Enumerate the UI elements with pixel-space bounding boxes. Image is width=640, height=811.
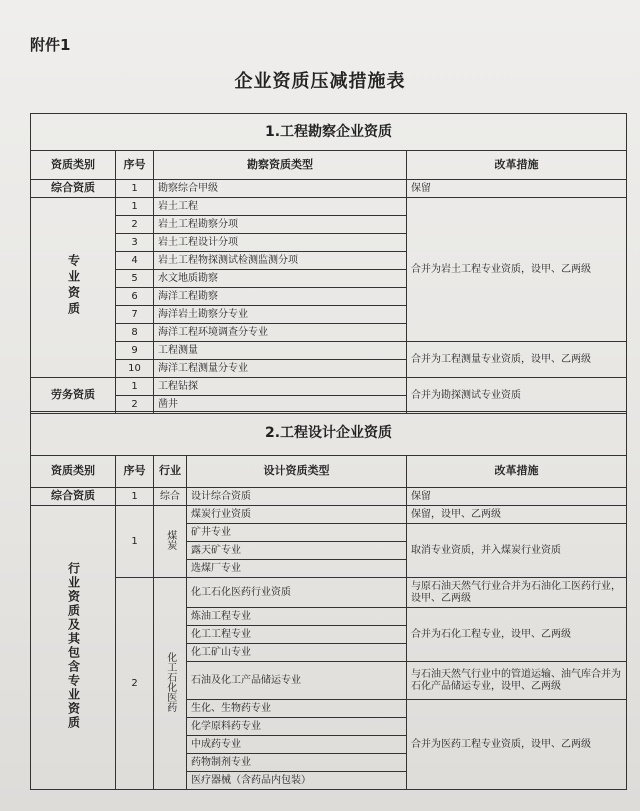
reform-coal-specialty: 取消专业资质，并入煤炭行业资质 [407,524,627,578]
row-no: 9 [116,342,154,360]
row-no: 2 [116,216,154,234]
row-type: 中成药专业 [187,736,407,754]
row-type: 海洋工程勘察 [154,288,407,306]
row-type: 岩土工程勘察分项 [154,216,407,234]
row-no: 1 [116,488,154,506]
row-type: 岩土工程物探测试检测监测分项 [154,252,407,270]
reform-chem-engineering: 合并为石化工程专业，设甲、乙两级 [407,608,627,662]
attachment-label: 附件1 [30,36,71,54]
row-type: 岩土工程设计分项 [154,234,407,252]
row-type: 化工工程专业 [187,626,407,644]
row-type: 石油及化工产品储运专业 [187,662,407,700]
row-type: 医疗器械（含药品内包装） [187,772,407,790]
row-type: 煤炭行业资质 [187,506,407,524]
row-type: 炼油工程专业 [187,608,407,626]
header-reform: 改革措施 [407,456,627,488]
header-type: 设计资质类型 [187,456,407,488]
row-type: 化工石化医药行业资质 [187,578,407,608]
reform-chem-storage: 与石油天然气行业中的管道运输、油气库合并为石化产品储运专业，设甲、乙两级 [407,662,627,700]
row-no: 10 [116,360,154,378]
row-no: 8 [116,324,154,342]
row-type: 海洋工程环境调查分专业 [154,324,407,342]
category-comprehensive: 综合资质 [31,488,116,506]
industry-coal-label: 煤炭 [164,529,176,550]
row-no: 4 [116,252,154,270]
row-type: 露天矿专业 [187,542,407,560]
row-type: 矿井专业 [187,524,407,542]
category-labor: 劳务资质 [31,378,116,414]
row-type: 工程测量 [154,342,407,360]
row-type: 岩土工程 [154,198,407,216]
row-no: 3 [116,234,154,252]
header-no: 序号 [116,151,154,180]
row-reform: 保留 [407,180,627,198]
category-comprehensive: 综合资质 [31,180,116,198]
row-no: 2 [116,578,154,790]
row-type: 海洋岩土勘察分专业 [154,306,407,324]
row-type: 选煤厂专业 [187,560,407,578]
category-professional [31,198,116,378]
row-type: 化工矿山专业 [187,644,407,662]
header-reform: 改革措施 [407,151,627,180]
row-no: 2 [116,396,154,414]
row-no: 1 [116,378,154,396]
row-type: 水文地质勘察 [154,270,407,288]
row-type: 海洋工程测量分专业 [154,360,407,378]
section2-title: 2.工程设计企业资质 [31,412,627,456]
header-no: 序号 [116,456,154,488]
row-type: 凿井 [154,396,407,414]
row-industry [154,578,187,790]
row-reform: 保留 [407,488,627,506]
row-no: 5 [116,270,154,288]
row-type: 生化、生物药专业 [187,700,407,718]
category-industry-label: 行业资质及其包含专业资质 [66,561,81,730]
header-type: 勘察资质类型 [154,151,407,180]
survey-qualification-table [30,113,627,414]
header-category: 资质类别 [31,151,116,180]
reform-geotech: 合并为岩土工程专业资质，设甲、乙两级 [407,198,627,342]
header-industry: 行业 [154,456,187,488]
document-title: 企业资质压减措施表 [234,71,406,92]
row-no: 6 [116,288,154,306]
section1-title: 1.工程勘察企业资质 [31,114,627,151]
row-type: 勘察综合甲级 [154,180,407,198]
header-category: 资质类别 [31,456,116,488]
row-no: 1 [116,198,154,216]
reform-chem-pharma: 合并为医药工程专业资质，设甲、乙两级 [407,700,627,790]
design-qualification-table [30,411,627,790]
row-no: 1 [116,506,154,578]
row-industry [154,506,187,578]
reform-coal-industry: 保留，设甲、乙两级 [407,506,627,524]
industry-chem-label: 化工石化医药 [164,651,176,712]
row-industry: 综合 [154,488,187,506]
reform-labor: 合并为勘探测试专业资质 [407,378,627,414]
category-professional-label: 专业资质 [66,253,81,318]
reform-survey: 合并为工程测量专业资质，设甲、乙两级 [407,342,627,378]
category-industry [31,506,116,790]
row-no: 7 [116,306,154,324]
reform-chem-industry: 与原石油天然气行业合并为石油化工医药行业，设甲、乙两级 [407,578,627,608]
row-type: 药物制剂专业 [187,754,407,772]
row-type: 设计综合资质 [187,488,407,506]
row-type: 工程钻探 [154,378,407,396]
row-no: 1 [116,180,154,198]
row-type: 化学原料药专业 [187,718,407,736]
